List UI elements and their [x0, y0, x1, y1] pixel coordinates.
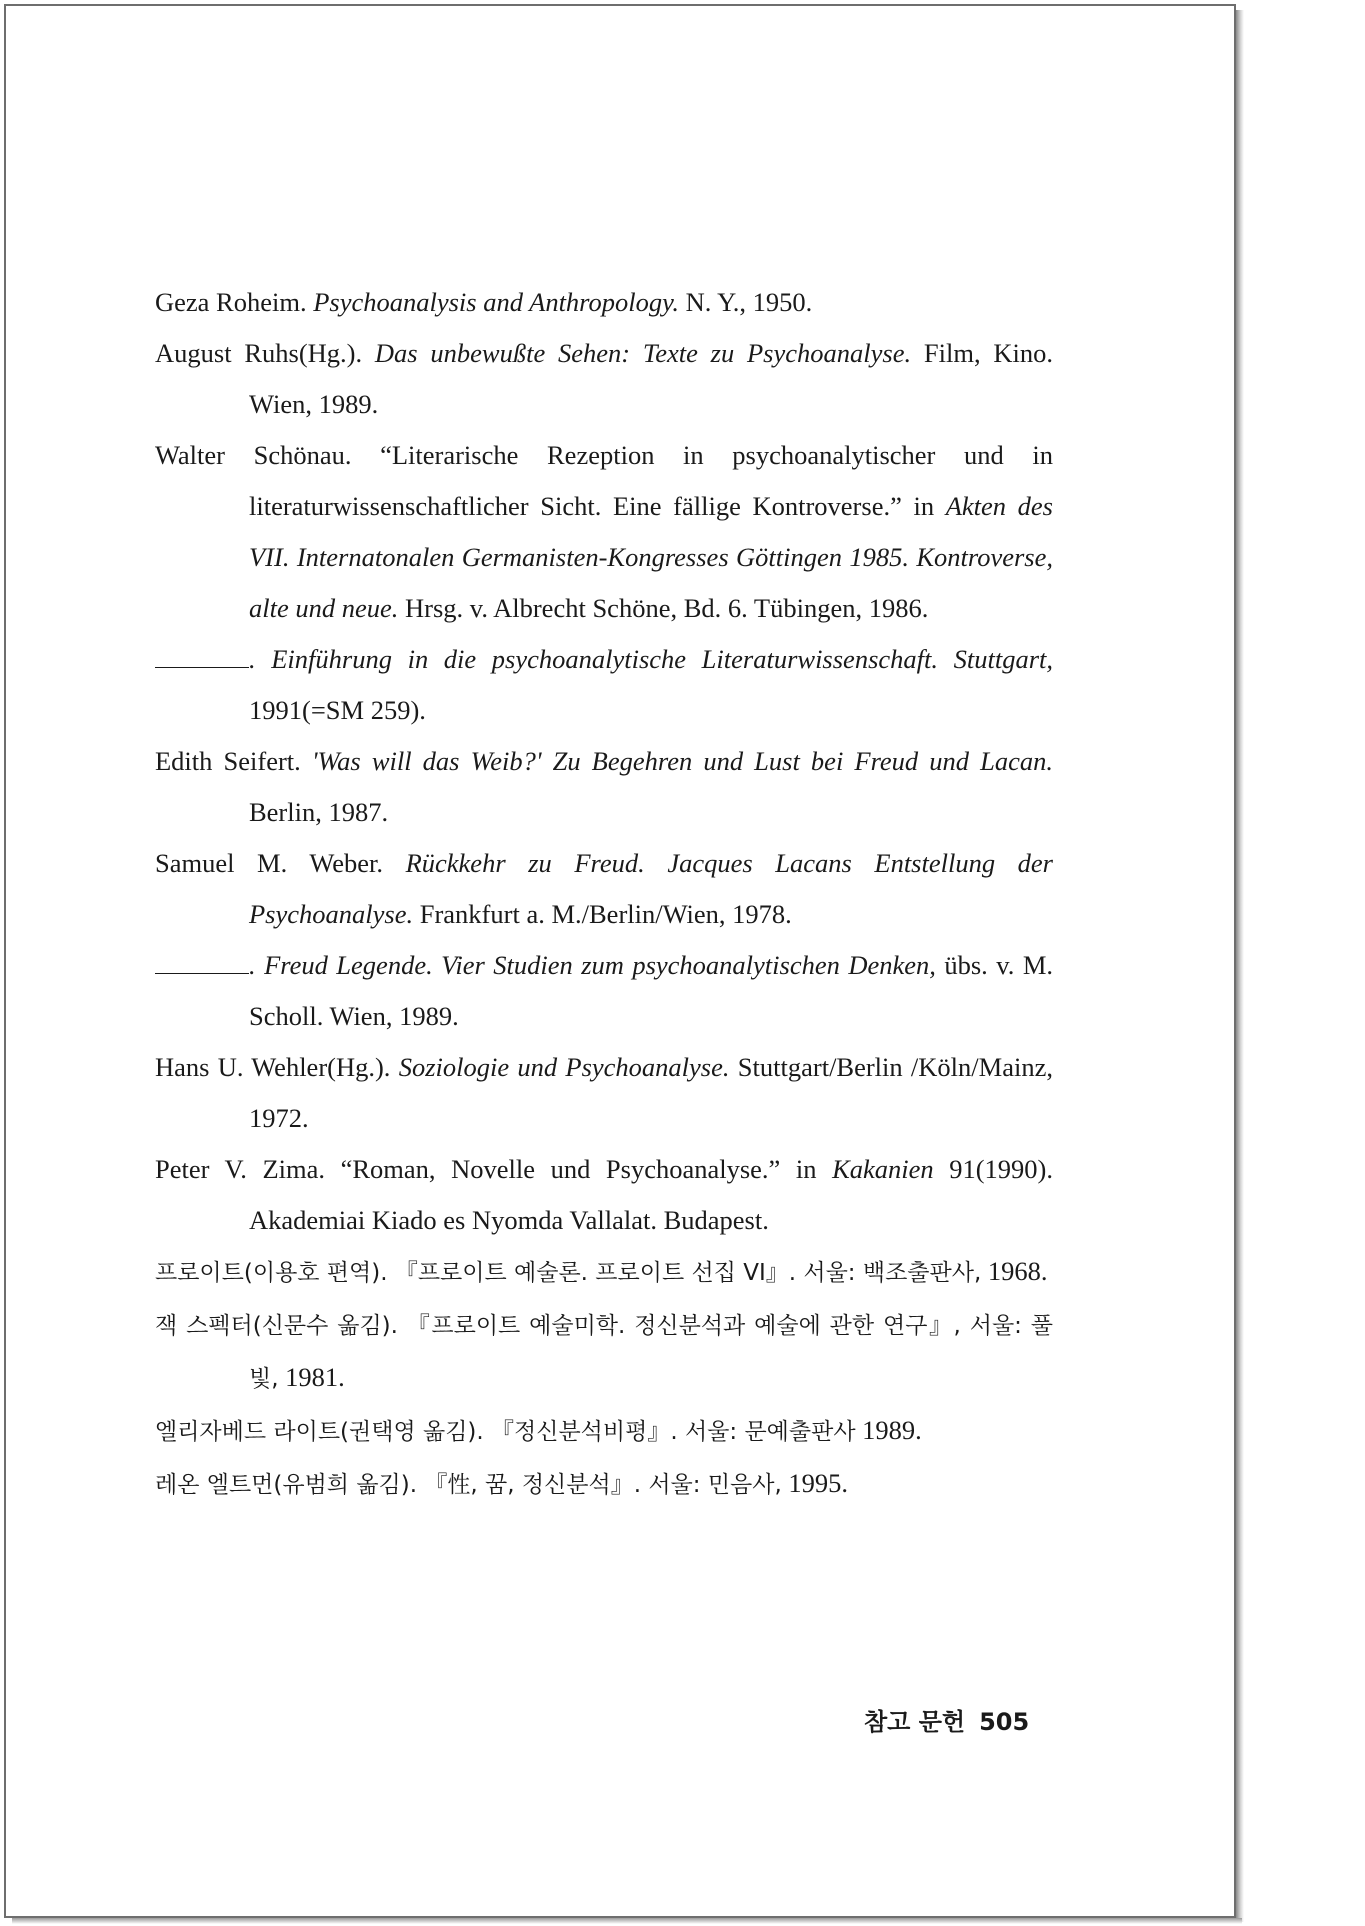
entry-author: Edith Seifert.	[155, 746, 312, 776]
entry-author: 엘리자베드 라이트(권택영 옮김). 『정신분석비평』. 서울: 문예출판사	[155, 1419, 856, 1445]
entry-author: Hans U. Wehler(Hg.).	[155, 1052, 399, 1082]
entry-title: Soziologie und Psychoanalyse.	[398, 1052, 730, 1082]
footer-section-label: 참고 문헌	[864, 1708, 966, 1736]
entry-publication: 1991(=SM 259).	[249, 695, 426, 725]
entry-author: Samuel M. Weber.	[155, 848, 406, 878]
entry-title: Das unbewußte Sehen: Texte zu Psychoanalyse.	[374, 338, 912, 368]
entry-publication: 1995.	[781, 1468, 849, 1498]
bibliography-entry-korean	[155, 1458, 1053, 1511]
bibliography-entry	[155, 940, 1053, 1042]
bibliography-entry-korean	[155, 1299, 1053, 1405]
entry-author: Walter Schönau. “Literarische Rezeption in psychoanalytischer und in literaturwissenschaftlicher Sicht. Eine fällige Kontroverse.” in	[155, 440, 1053, 521]
ditto-dash	[155, 653, 249, 668]
page-number: 505	[979, 1708, 1030, 1736]
bibliography-entry	[155, 736, 1053, 838]
bibliography-list	[155, 277, 1053, 1511]
entry-publication: Stuttgart/Berlin /Köln/Mainz, 1972.	[249, 1052, 1053, 1133]
bibliography-entry	[155, 430, 1053, 634]
entry-author: 프로이트(이용호 편역). 『프로이트 예술론. 프로이트 선집 VI』. 서울: 백조출판사,	[155, 1260, 982, 1286]
entry-publication: Film, Kino. Wien, 1989.	[249, 338, 1053, 419]
bibliography-entry-korean	[155, 1405, 1053, 1458]
entry-author: August Ruhs(Hg.).	[155, 338, 375, 368]
entry-publication: übs. v. M. Scholl. Wien, 1989.	[249, 950, 1054, 1031]
bibliography-entry	[155, 1144, 1053, 1246]
entry-title: Psychoanalysis and Anthropology.	[313, 287, 680, 317]
bibliography-entry	[155, 1042, 1053, 1144]
entry-author: 잭 스펙터(신문수 옮김). 『프로이트 예술미학. 정신분석과 예술에 관한 연구』, 서울: 풀빛,	[155, 1313, 1053, 1392]
entry-publication: Berlin, 1987.	[249, 797, 389, 827]
bibliography-entry	[155, 277, 1053, 328]
page-bottom-shadow	[12, 1918, 1242, 1924]
entry-title: . Einführung in die psychoanalytische Literaturwissenschaft. Stuttgart,	[249, 644, 1053, 674]
entry-publication: 91(1990). Akademiai Kiado es Nyomda Vallalat. Budapest.	[249, 1154, 1053, 1235]
entry-publication: 1968.	[981, 1256, 1048, 1286]
entry-author: Geza Roheim.	[155, 287, 314, 317]
entry-title: Akten des VII. Internatonalen Germanisten-Kongresses Göttingen 1985. Kontroverse, alte und neue.	[249, 491, 1053, 623]
entry-title: 'Was will das Weib?' Zu Begehren und Lust bei Freud und Lacan.	[311, 746, 1053, 776]
entry-title: . Freud Legende. Vier Studien zum psychoanalytischen Denken,	[249, 950, 936, 980]
bibliography-entry-korean	[155, 1246, 1053, 1299]
entry-publication: Frankfurt a. M./Berlin/Wien, 1978.	[413, 899, 792, 929]
entry-author: Peter V. Zima. “Roman, Novelle und Psychoanalyse.” in	[155, 1154, 833, 1184]
entry-title: Rückkehr zu Freud. Jacques Lacans Entstellung der Psychoanalyse.	[249, 848, 1053, 929]
entry-title: Kakanien	[832, 1154, 934, 1184]
entry-author: 레온 엘트먼(유범희 옮김). 『性, 꿈, 정신분석』. 서울: 민음사,	[155, 1472, 782, 1498]
ditto-dash	[155, 959, 249, 974]
entry-publication: 1981.	[278, 1362, 345, 1392]
page-footer	[864, 1702, 1029, 1737]
entry-publication: N. Y., 1950.	[679, 287, 813, 317]
bibliography-entry	[155, 634, 1053, 736]
entry-publication: Hrsg. v. Albrecht Schöne, Bd. 6. Tübingen, 1986.	[398, 593, 929, 623]
page-edge-shadow	[1236, 10, 1244, 1922]
bibliography-entry	[155, 328, 1053, 430]
entry-publication: 1989.	[855, 1415, 922, 1445]
bibliography-entry	[155, 838, 1053, 940]
